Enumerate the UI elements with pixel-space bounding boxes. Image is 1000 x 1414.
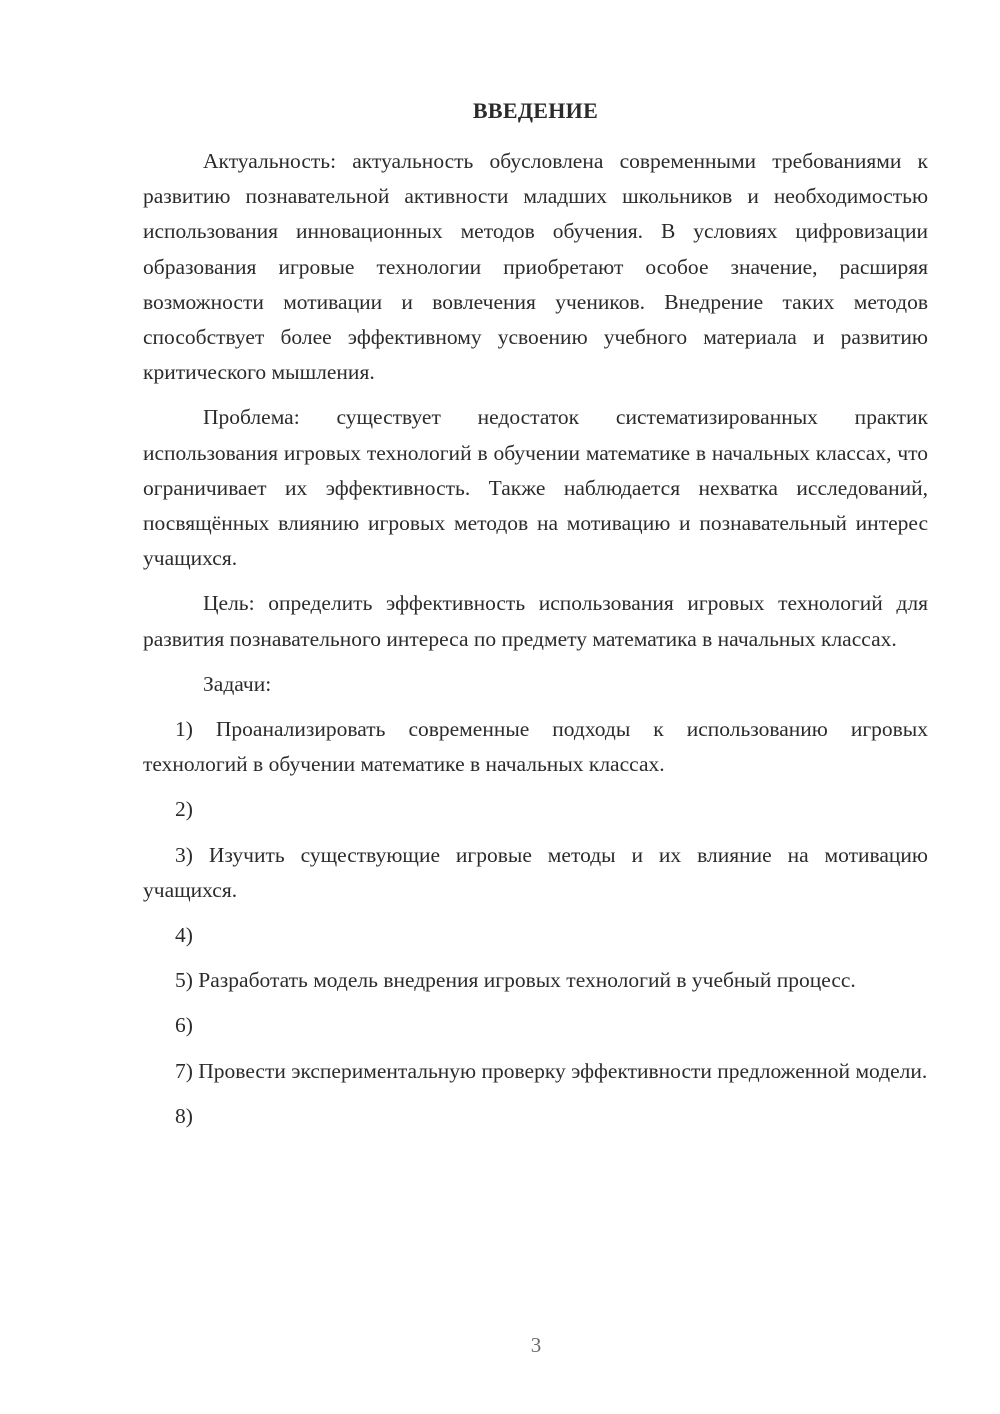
page-number: 3 [530, 1333, 542, 1357]
task-item: 5) Разработать модель внедрения игровых технологий в учебный процесс. [175, 968, 856, 993]
task-item: 7) Провести экспериментальную проверку эффективности предложенной модели. [175, 1058, 928, 1083]
task-item: 8) [175, 1103, 193, 1128]
task-item: 4) [175, 923, 193, 948]
document-heading: ВВЕДЕНИЕ [472, 98, 599, 123]
task-item: 2) [175, 797, 193, 822]
paragraph-problem: Проблема: существует недостаток систематизированных практик использования игровых технологий в обучении математике в начальных классах, что ограничивает их эффективность. Также наблюдается нехватка исследований, посвящённых влиянию игровых методов на мотивацию и познавательный интерес учащихся. [143, 405, 928, 571]
document-page [143, 96, 928, 1134]
tasks-label: Задачи: [203, 671, 272, 696]
task-item: 3) Изучить существующие игровые методы и их влияние на мотивацию учащихся. [143, 842, 928, 902]
paragraph-relevance: Актуальность: актуальность обусловлена современными требованиями к развитию познавательной активности младших школьников и необходимостью использования инновационных методов обучения. В условиях цифровизации образования игровые технологии приобретают особое значение, расширяя возможности мотивации и вовлечения учеников. Внедрение таких методов способствует более эффективному усвоению учебного материала и развитию критического мышления. [143, 149, 928, 385]
task-item: 1) Проанализировать современные подходы к использованию игровых технологий в обучении математике в начальных классах. [143, 717, 928, 777]
task-item: 6) [175, 1013, 193, 1038]
paragraph-goal: Цель: определить эффективность использования игровых технологий для развития познавательного интереса по предмету математика в начальных классах. [143, 591, 928, 651]
